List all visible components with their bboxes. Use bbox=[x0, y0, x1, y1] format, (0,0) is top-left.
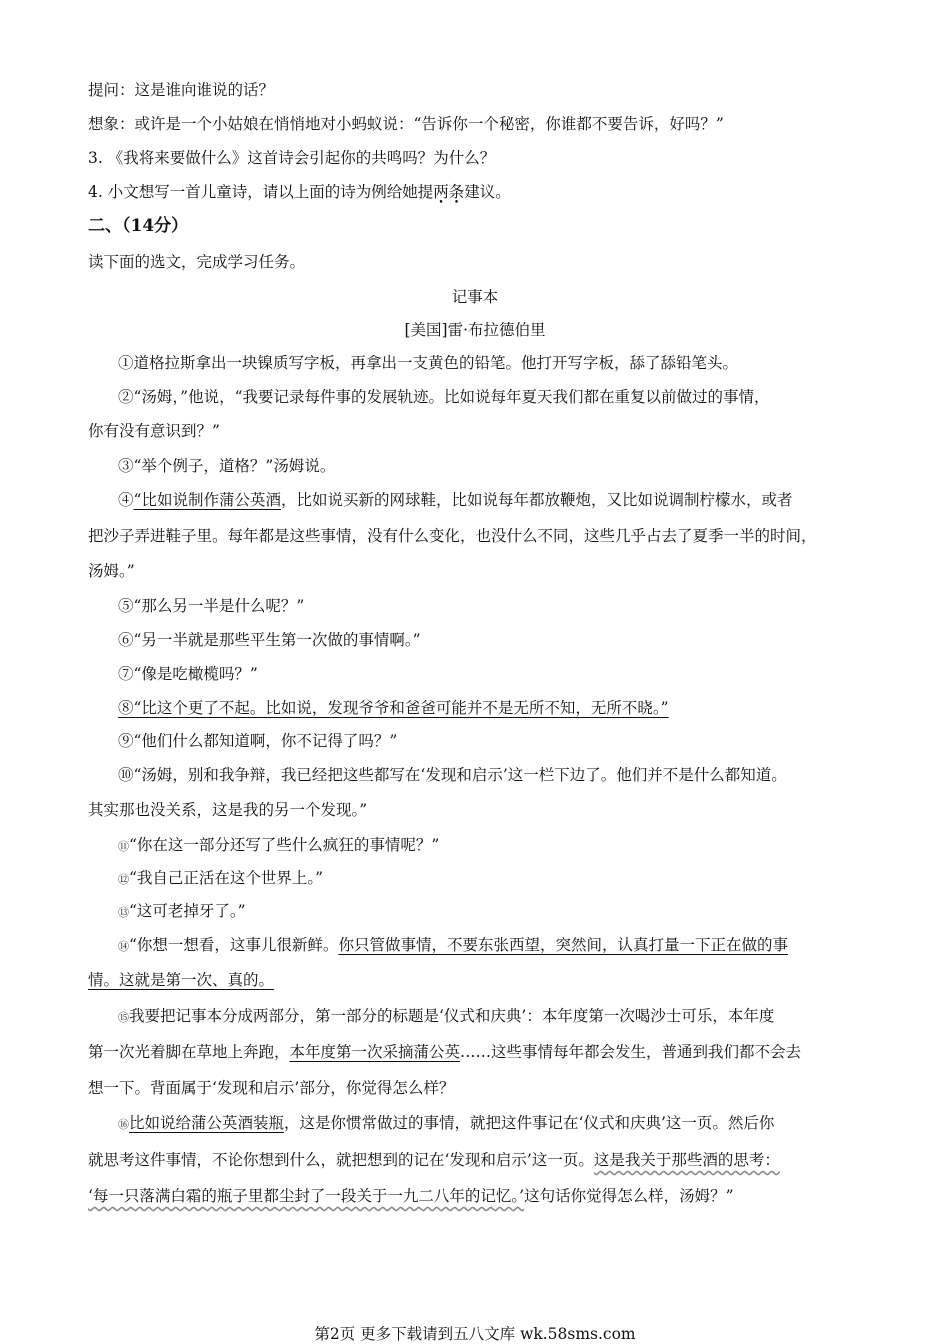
section-2-title: 二、（14分） bbox=[88, 216, 189, 236]
article-title: 记事本 bbox=[451, 288, 499, 306]
paragraph-10-line-2: 其实那也没关系，这是我的另一个发现。” bbox=[88, 801, 368, 819]
paragraph-3: ③“举个例子，道格？”汤姆说。 bbox=[118, 457, 336, 475]
paragraph-5: ⑤“那么另一半是什么呢？” bbox=[118, 597, 305, 615]
paragraph-4-line-1: ④“比如说制作蒲公英酒，比如说买新的网球鞋，比如说每年都放鞭炮，又比如说调制柠檬水，或者 bbox=[118, 491, 793, 509]
paragraph-1: ①道格拉斯拿出一块镍质写字板，再拿出一支黄色的铅笔。他打开写字板，舔了舔铅笔头。 bbox=[118, 354, 739, 372]
paragraph-10-line-1: ⑩“汤姆，别和我争辩，我已经把这些都写在‘发现和启示’这一栏下边了。他们并不是什么都知道。 bbox=[118, 766, 787, 784]
paragraph-6: ⑥“另一半就是那些平生第一次做的事情啊。” bbox=[118, 631, 421, 649]
paragraph-8: ⑧“比这个更了不起。比如说，发现爷爷和爸爸可能并不是无所不知，无所不晓。” bbox=[118, 699, 669, 717]
paragraph-14-line-2: 情。这就是第一次、真的。 bbox=[88, 971, 275, 989]
section-2-intro: 读下面的选文，完成学习任务。 bbox=[88, 253, 306, 271]
page-footer: 第2页 更多下载请到五八文库 wk.58sms.com bbox=[314, 1325, 636, 1343]
emphasis-dot-char: 两 bbox=[433, 183, 449, 201]
paragraph-15-line-2: 第一次光着脚在草地上奔跑，本年度第一次采摘蒲公英……这些事情每年都会发生，普通到我们都不会去 bbox=[88, 1043, 802, 1061]
question-3: 3. 《我将来要做什么》这首诗会引起你的共鸣吗？为什么？ bbox=[88, 149, 496, 167]
question-ask: 提问：这是谁向谁说的话？ bbox=[88, 81, 275, 99]
paragraph-13: ⑬“这可老掉牙了。” bbox=[118, 902, 246, 920]
paragraph-16-line-1: ⑯比如说给蒲公英酒装瓶，这是你惯常做过的事情，就把这件事记在‘仪式和庆典’这一页。然后你 bbox=[118, 1114, 775, 1132]
underlined-phrase: 本年度第一次采摘蒲公英 bbox=[289, 1043, 461, 1061]
paragraph-2-line-1: ②“汤姆，”他说，“我要记录每件事的发展轨迹。比如说每年夏天我们都在重复以前做过的事情， bbox=[118, 388, 770, 406]
wavy-underlined-sentence: 这是我关于那些酒的思考： bbox=[593, 1151, 780, 1169]
article-author: [美国]雷·布拉德伯里 bbox=[404, 321, 546, 339]
question-4: 4. 小文想写一首儿童诗，请以上面的诗为例给她提两条建议。 bbox=[88, 183, 511, 201]
underlined-sentence: 你只管做事情，不要东张西望，突然间，认真打量一下正在做的事 bbox=[338, 936, 788, 954]
paragraph-9: ⑨“他们什么都知道啊，你不记得了吗？” bbox=[118, 732, 398, 750]
paragraph-14-line-1: ⑭“你想一想看，这事儿很新鲜。你只管做事情，不要东张西望，突然间，认真打量一下正在做的事 bbox=[118, 936, 788, 954]
paragraph-2-line-2: 你有没有意识到？” bbox=[88, 422, 220, 440]
paragraph-15-line-3: 想一下。背面属于‘发现和启示’部分，你觉得怎么样？ bbox=[88, 1079, 455, 1097]
paragraph-7: ⑦“像是吃橄榄吗？” bbox=[118, 665, 258, 683]
paragraph-4-line-2: 把沙子弄进鞋子里。每年都是这些事情，没有什么变化，也没什么不同，这些几乎占去了夏季一半的时间， bbox=[88, 527, 817, 545]
question-imagine: 想象：或许是一个小姑娘在悄悄地对小蚂蚁说：“告诉你一个秘密，你谁都不要告诉，好吗？” bbox=[88, 115, 724, 133]
paragraph-4-line-3: 汤姆。” bbox=[88, 562, 135, 580]
paragraph-12: ⑫“我自己正活在这个世界上。” bbox=[118, 869, 324, 887]
wavy-underlined-sentence: ‘每一只落满白霜的瓶子里都尘封了一段关于一九二八年的记忆。’ bbox=[88, 1187, 525, 1205]
paragraph-16-line-2: 就思考这件事情，不论你想到什么，就把想到的记在‘发现和启示’这一页。这是我关于那些酒的思考： bbox=[88, 1151, 780, 1169]
paragraph-16-line-3: ‘每一只落满白霜的瓶子里都尘封了一段关于一九二八年的记忆。’这句话你觉得怎么样，汤姆？” bbox=[88, 1187, 734, 1205]
underlined-phrase: 比如说给蒲公英酒装瓶 bbox=[129, 1114, 285, 1132]
emphasis-dot-char: 条 bbox=[448, 183, 465, 201]
paragraph-11: ⑪“你在这一部分还写了些什么疯狂的事情呢？” bbox=[118, 836, 440, 854]
underlined-phrase: “比如说制作蒲公英酒 bbox=[133, 491, 281, 509]
paragraph-15-line-1: ⑮我要把记事本分成两部分，第一部分的标题是‘仪式和庆典’：本年度第一次喝沙士可乐，本年度 bbox=[118, 1007, 775, 1025]
